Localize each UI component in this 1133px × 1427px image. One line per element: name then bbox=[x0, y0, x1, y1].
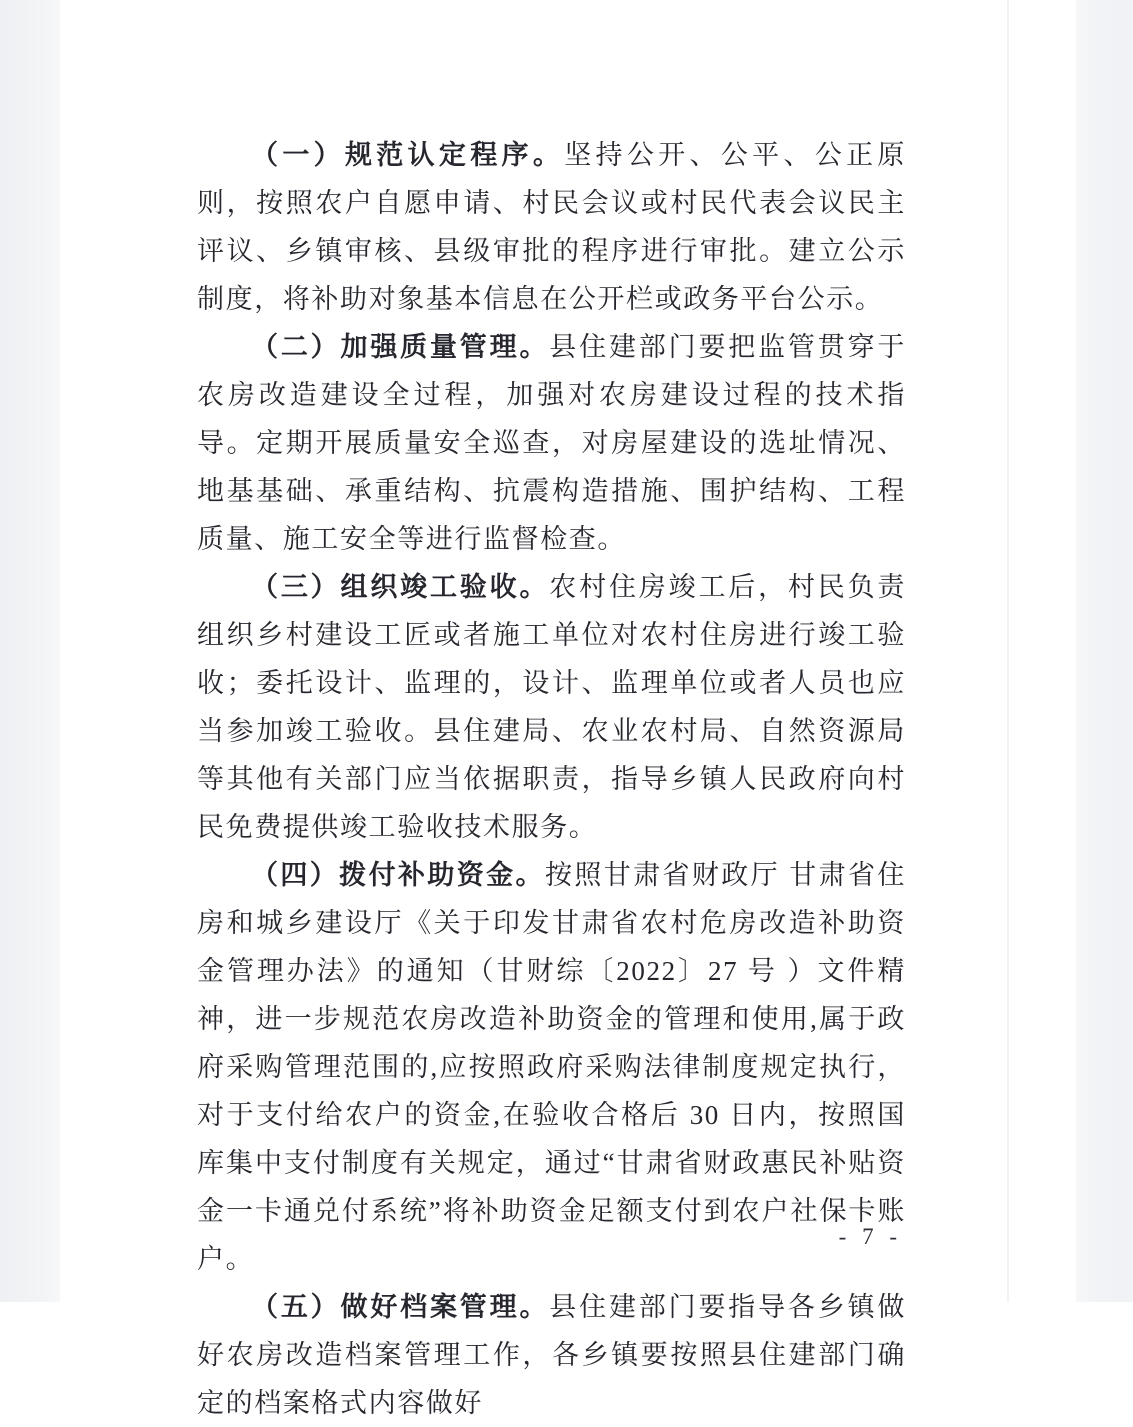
paragraph-1-heading: （一）规范认定程序。 bbox=[251, 140, 565, 170]
paragraph-4-heading: （四）拨付补助资金。 bbox=[251, 860, 545, 890]
scan-gutter-left bbox=[0, 0, 60, 1302]
paragraph-2 bbox=[197, 323, 906, 563]
paragraph-4 bbox=[197, 851, 906, 1283]
scan-seam-artifact bbox=[1007, 0, 1009, 1302]
paragraph-2-heading: （二）加强质量管理。 bbox=[251, 332, 550, 362]
paragraph-3 bbox=[197, 563, 906, 851]
paragraph-3-body: 农村住房竣工后，村民负责组织乡村建设工匠或者施工单位对农村住房进行竣工验收；委托设计、监理的，设计、监理单位或者人员也应当参加竣工验收。县住建局、农业农村局、自然资源局等其他有关部门应当依据职责，指导乡镇人民政府向村民免费提供竣工验收技术服务。 bbox=[197, 572, 907, 842]
paragraph-5 bbox=[197, 1283, 906, 1427]
paragraph-4-body: 按照甘肃省财政厅 甘肃省住房和城乡建设厅《关于印发甘肃省农村危房改造补助资金管理办法》的通知（甘财综〔2022〕27 号 ）文件精神，进一步规范农房改造补助资金的管理和使用,属于政府采购管理范围的,应按照政府采购法律制度规定执行，对于支付给农户的资金,在验收合格后 30 日内，按照国库集中支付制度有关规定，通过“甘肃省财政惠民补贴资金一卡通兑付系统”将补助资金足额支付到农户社保卡账户。 bbox=[197, 860, 906, 1274]
paragraph-2-body: 县住建部门要把监管贯穿于农房改造建设全过程，加强对农房建设过程的技术指导。定期开展质量安全巡查，对房屋建设的选址情况、地基基础、承重结构、抗震构造措施、围护结构、工程质量、施工安全等进行监督检查。 bbox=[197, 332, 907, 554]
paragraph-5-heading: （五）做好档案管理。 bbox=[251, 1292, 550, 1322]
scan-gutter-right bbox=[1076, 0, 1133, 1302]
page-number: - 7 - bbox=[838, 1224, 902, 1249]
paragraph-5-body: 县住建部门要指导各乡镇做好农房改造档案管理工作，各乡镇要按照县住建部门确定的档案格式内容做好 bbox=[197, 1292, 907, 1418]
paragraph-1-body: 坚持公开、公平、公正原则，按照农户自愿申请、村民会议或村民代表会议民主评议、乡镇审核、县级审批的程序进行审批。建立公示制度，将补助对象基本信息在公开栏或政务平台公示。 bbox=[197, 140, 906, 314]
paragraph-1 bbox=[197, 131, 906, 323]
paragraph-3-heading: （三）组织竣工验收。 bbox=[251, 572, 550, 602]
